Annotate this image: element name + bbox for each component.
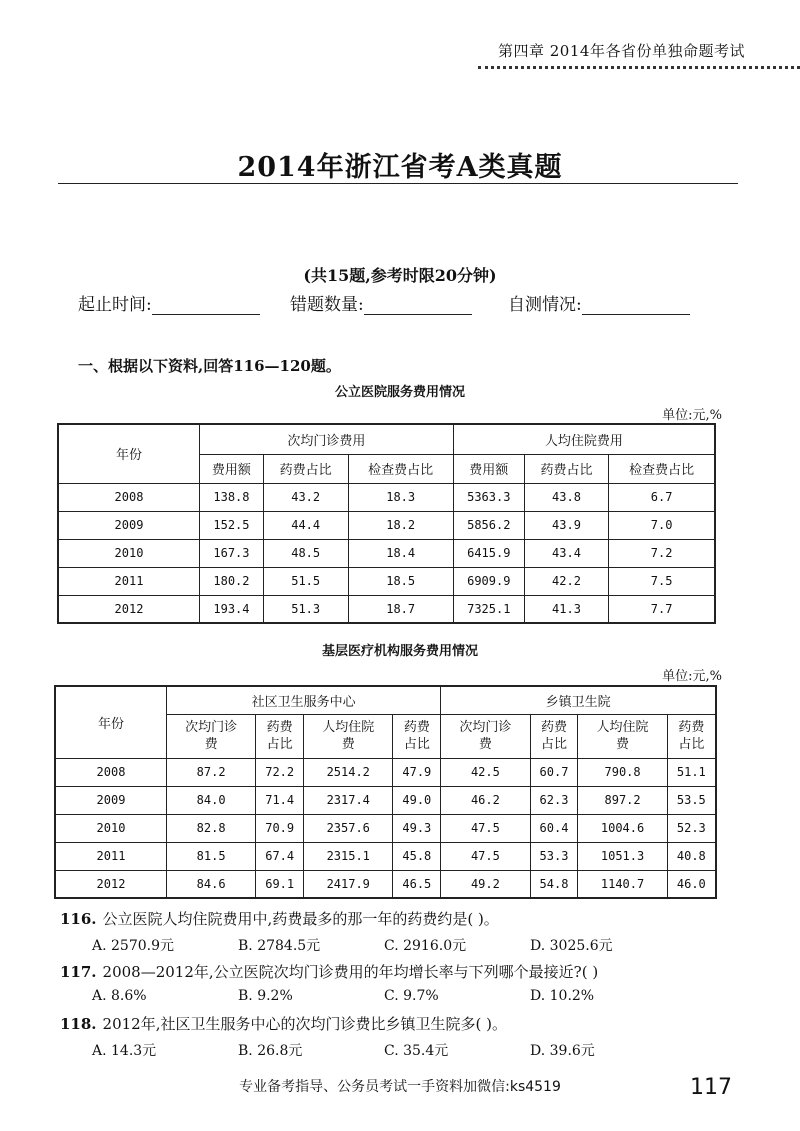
primary-care-table [54,685,717,899]
table-cell: 71.4 [256,786,304,814]
t2-subheader [578,714,667,758]
table-cell: 1004.6 [578,814,667,842]
table-cell: 51.3 [263,595,348,623]
table-cell: 52.3 [667,814,716,842]
t1-subheader: 药费占比 [263,454,348,483]
table-cell: 18.4 [348,539,453,567]
table-row [55,758,716,786]
table-cell: 67.4 [256,842,304,870]
answer-option[interactable]: C. 2916.0元 [384,938,467,954]
table-cell: 5363.3 [453,483,524,511]
footer-note: 专业备考指导、公务员考试一手资料加微信:ks4519 [239,1079,561,1095]
table-cell: 193.4 [200,595,264,623]
answer-option[interactable]: D. 3025.6元 [530,938,613,954]
t1-subheader: 费用额 [453,454,524,483]
table-cell: 897.2 [578,786,667,814]
answer-option[interactable]: C. 9.7% [384,988,439,1004]
self-check-field [508,290,690,315]
table-cell: 46.5 [393,870,441,898]
page-title: 2014年浙江省考A类真题 [237,152,563,183]
table-cell: 84.6 [167,870,256,898]
t2-group-community: 社区卫生服务中心 [167,686,441,714]
table-cell: 1140.7 [578,870,667,898]
answer-option[interactable]: D. 10.2% [530,988,595,1004]
table-cell: 51.1 [667,758,716,786]
table-cell: 6909.9 [453,567,524,595]
table-row [58,511,715,539]
year-cell: 2009 [58,511,200,539]
table-cell: 40.8 [667,842,716,870]
table-cell: 18.5 [348,567,453,595]
section-heading: 一、根据以下资料,回答116—120题。 [78,357,341,375]
t2-subheader [167,714,256,758]
title-rule [58,183,738,184]
t2-subheader-label: 次均门诊费 [459,720,512,752]
subtitle: (共15题,参考时限20分钟) [303,266,497,285]
table-row [55,814,716,842]
error-count-field [290,290,472,315]
table-row [55,786,716,814]
table-cell: 1051.3 [578,842,667,870]
question-text: 2012年,社区卫生服务中心的次均门诊费比乡镇卫生院多( )。 [102,1015,507,1033]
table-cell: 60.7 [530,758,578,786]
table-row [58,595,715,623]
t2-subheader-label: 药费占比 [678,720,705,752]
year-cell: 2011 [58,567,200,595]
table-cell: 43.8 [524,483,609,511]
year-cell: 2011 [55,842,167,870]
table-cell: 54.8 [530,870,578,898]
table-cell: 49.2 [441,870,530,898]
answer-option[interactable]: C. 35.4元 [384,1043,449,1059]
t2-subheader-label: 人均住院费 [596,720,649,752]
table-cell: 70.9 [256,814,304,842]
table-cell: 7.5 [609,567,715,595]
t2-subheader-label: 次均门诊费 [185,720,238,752]
table-cell: 53.3 [530,842,578,870]
table-cell: 18.3 [348,483,453,511]
answer-option[interactable]: B. 9.2% [238,988,293,1004]
t2-group-township: 乡镇卫生院 [441,686,716,714]
t1-subheader: 费用额 [200,454,264,483]
start-time-field [78,290,260,315]
answer-option[interactable]: B. 26.8元 [238,1043,303,1059]
table-cell: 47.9 [393,758,441,786]
table-cell: 2357.6 [304,814,393,842]
t1-year-header: 年份 [58,424,200,483]
table-cell: 45.8 [393,842,441,870]
table2-caption: 基层医疗机构服务费用情况 [321,644,478,659]
table-cell: 69.1 [256,870,304,898]
table-cell: 44.4 [263,511,348,539]
table-cell: 43.9 [524,511,609,539]
table-cell: 180.2 [200,567,264,595]
table-cell: 82.8 [167,814,256,842]
table-cell: 84.0 [167,786,256,814]
year-cell: 2012 [55,870,167,898]
table-row [58,483,715,511]
table-cell: 43.4 [524,539,609,567]
question-number: 117. [60,963,97,981]
start-time-label: 起止时间: [78,295,152,315]
t1-group-inpatient: 人均住院费用 [453,424,715,454]
self-check-blank [582,298,690,315]
table-row [58,539,715,567]
self-check-label: 自测情况: [508,295,582,315]
table-cell: 43.2 [263,483,348,511]
table-cell: 62.3 [530,786,578,814]
table-cell: 47.5 [441,842,530,870]
table-cell: 87.2 [167,758,256,786]
table-cell: 7.2 [609,539,715,567]
table-cell: 7.0 [609,511,715,539]
table-cell: 167.3 [200,539,264,567]
table-cell: 49.3 [393,814,441,842]
table-cell: 7325.1 [453,595,524,623]
t1-subheader: 检查费占比 [609,454,715,483]
t2-subheader-label: 药费占比 [266,720,293,752]
year-cell: 2010 [58,539,200,567]
error-count-blank [364,298,472,315]
chapter-header: 第四章 2014年各省份单独命题考试 [498,42,745,60]
table-cell: 53.5 [667,786,716,814]
answer-option[interactable]: B. 2784.5元 [238,938,321,954]
table2-unit: 单位:元,% [662,669,722,684]
table1-caption: 公立医院服务费用情况 [334,385,465,400]
t2-subheader [667,714,716,758]
table-cell: 2514.2 [304,758,393,786]
table-cell: 47.5 [441,814,530,842]
table-cell: 42.2 [524,567,609,595]
t2-subheader [256,714,304,758]
table1-unit: 单位:元,% [662,408,722,423]
t1-group-outpatient: 次均门诊费用 [200,424,454,454]
table-cell: 2417.9 [304,870,393,898]
table-cell: 72.2 [256,758,304,786]
t2-subheader [393,714,441,758]
question-number: 118. [60,1015,97,1033]
table-cell: 41.3 [524,595,609,623]
question-stem [60,1013,507,1034]
t2-subheader [441,714,530,758]
table-row [58,567,715,595]
year-cell: 2008 [55,758,167,786]
question-stem [60,908,499,929]
public-hospital-table [57,423,716,624]
table-cell: 60.4 [530,814,578,842]
t1-subheader: 检查费占比 [348,454,453,483]
year-cell: 2012 [58,595,200,623]
table-cell: 2315.1 [304,842,393,870]
answer-option[interactable]: A. 14.3元 [92,1043,157,1059]
year-cell: 2009 [55,786,167,814]
table-cell: 18.2 [348,511,453,539]
answer-option[interactable]: A. 2570.9元 [92,938,174,954]
start-time-blank [152,298,260,315]
year-cell: 2010 [55,814,167,842]
question-text: 公立医院人均住院费用中,药费最多的那一年的药费约是( )。 [102,910,499,928]
table-row [55,870,716,898]
table-row [55,842,716,870]
question-number: 116. [60,910,97,928]
t2-year-header: 年份 [55,686,167,758]
table-cell: 7.7 [609,595,715,623]
table-cell: 2317.4 [304,786,393,814]
table-cell: 18.7 [348,595,453,623]
table-cell: 42.5 [441,758,530,786]
answer-option[interactable]: D. 39.6元 [530,1043,595,1059]
header-divider [478,66,800,69]
table-cell: 46.0 [667,870,716,898]
question-stem [60,961,598,982]
t2-subheader-label: 人均住院费 [322,720,375,752]
table-cell: 6415.9 [453,539,524,567]
table-cell: 46.2 [441,786,530,814]
page-number: 117 [690,1075,732,1100]
year-cell: 2008 [58,483,200,511]
table-cell: 49.0 [393,786,441,814]
t2-subheader-label: 药费占比 [540,720,567,752]
question-text: 2008—2012年,公立医院次均门诊费用的年均增长率与下列哪个最接近?( ) [102,963,599,981]
table-cell: 152.5 [200,511,264,539]
t1-subheader: 药费占比 [524,454,609,483]
table-cell: 6.7 [609,483,715,511]
table-cell: 51.5 [263,567,348,595]
t2-subheader [530,714,578,758]
t2-subheader-label: 药费占比 [403,720,430,752]
error-count-label: 错题数量: [290,295,364,315]
answer-option[interactable]: A. 8.6% [92,988,147,1004]
table-cell: 48.5 [263,539,348,567]
table-cell: 138.8 [200,483,264,511]
t2-subheader [304,714,393,758]
table-cell: 790.8 [578,758,667,786]
table-cell: 5856.2 [453,511,524,539]
table-cell: 81.5 [167,842,256,870]
